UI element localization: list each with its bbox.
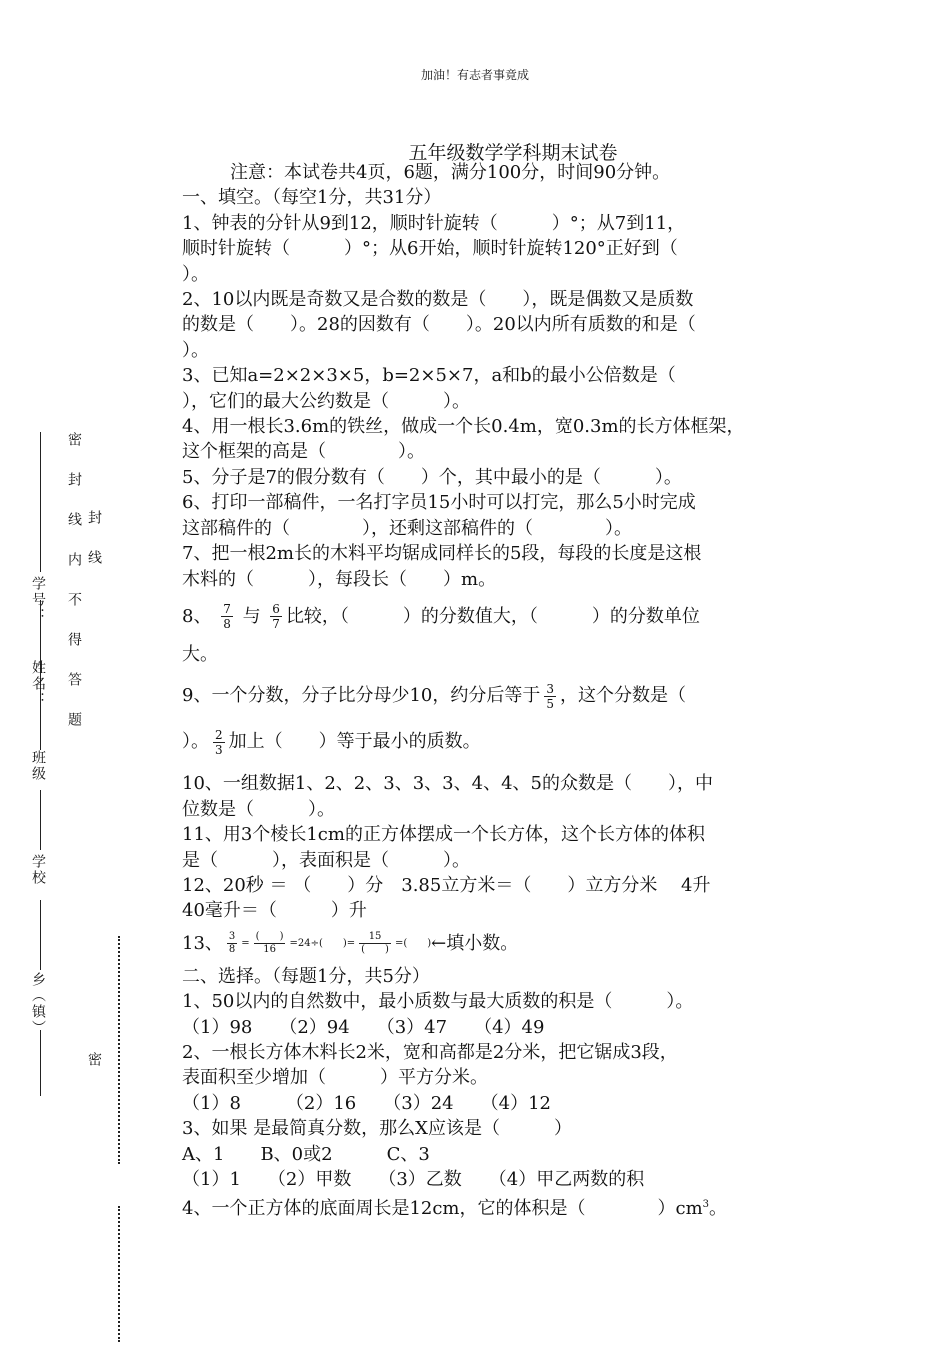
q11-line2: 是（ ），表面积是（ ）。 xyxy=(182,849,470,871)
binding-dotted-line-lower xyxy=(118,1206,120,1342)
q12-line2: 40毫升＝（ ）升 xyxy=(182,900,367,922)
s2-q3-options-a: A、1 B、0或2 C、3 xyxy=(182,1143,430,1165)
header-motto: 加油！有志者事竟成 xyxy=(420,68,529,82)
binding-line-xuexiao-top xyxy=(40,790,41,850)
binding-xingming-label: 姓名： xyxy=(30,660,46,708)
q1-line1: 1、钟表的分针从9到12，顺时针旋转（ ）°；从7到11， xyxy=(182,212,686,234)
binding-mi: 密 xyxy=(86,1052,102,1068)
s2-q1-options: （1）98 （2）94 （3）47 （4）49 xyxy=(182,1016,545,1038)
q8-fraction-a xyxy=(221,602,233,631)
q8-prefix: 8、 xyxy=(182,605,212,627)
binding-line-banji-top xyxy=(40,720,41,750)
q9-fraction-2-num: 2 xyxy=(215,727,223,742)
section2-heading: 二、选择。（每题1分，共5分） xyxy=(182,965,430,987)
q8-fraction-a-num: 7 xyxy=(223,602,231,617)
q13-fraction-a-den: 8 xyxy=(228,944,236,956)
q9-line2-prefix: ）。 xyxy=(182,731,209,753)
q10-line1: 10、一组数据1、2、2、3、3、3、4、4、5的众数是（ ），中 xyxy=(182,773,713,795)
s2-q4-end: 。 xyxy=(709,1198,728,1220)
q8-fraction-b-den: 7 xyxy=(272,617,280,632)
q13-suffix: ←填小数。 xyxy=(431,932,519,954)
q7-line1: 7、把一根2m长的木料平均锯成同样长的5段，每段的长度是这根 xyxy=(182,543,702,565)
exam-content xyxy=(182,160,850,1222)
q13-fraction-c xyxy=(359,931,391,956)
q9-fraction xyxy=(544,682,556,711)
s2-q2-line1: 2、一根长方体木料长2米，宽和高都是2分米，把它锯成3段， xyxy=(182,1041,678,1063)
binding-seal-notice: 密 封 线 内 不 得 答 题 xyxy=(66,432,82,732)
s2-q2-line2: 表面积至少增加（ ）平方分米。 xyxy=(182,1067,488,1089)
binding-line-xiangzhen-top xyxy=(40,900,41,970)
s2-q2-options: （1）8 （2）16 （3）24 （4）12 xyxy=(182,1092,551,1114)
q2-line3: ）。 xyxy=(182,339,209,361)
q9-line2 xyxy=(182,719,850,765)
q9-suffix: ，这个分数是（ xyxy=(560,685,686,707)
q3-line2: ），它们的最大公约数是（ ）。 xyxy=(182,390,470,412)
q12-line1: 12、20秒 ＝ （ ）分 3.85立方米＝（ ）立方分米 4升 xyxy=(182,874,711,896)
s2-q3-options-b: （1）1 （2）甲数 （3）乙数 （4）甲乙两数的积 xyxy=(182,1169,645,1190)
q9-line2-suffix: 加上（ ）等于最小的质数。 xyxy=(228,731,481,753)
q9-fraction-2 xyxy=(213,728,225,757)
binding-xuexiao-label: 学校 xyxy=(30,854,46,886)
q13-line xyxy=(182,924,850,964)
s2-q3: 3、如果 是最简真分数，那么X应该是（ ） xyxy=(182,1118,572,1140)
q13-fraction-c-den: ( ) xyxy=(361,944,389,956)
binding-line-bottom xyxy=(40,1030,41,1096)
q8-mid: 与 xyxy=(242,605,261,627)
q5-line: 5、分子是7的假分数有（ ）个，其中最小的是（ ）。 xyxy=(182,466,682,488)
q4-line2: 这个框架的高是（ ）。 xyxy=(182,441,425,463)
binding-xuehao-label: 学号： xyxy=(30,576,46,624)
q4-line1: 4、用一根长3.6m的铁丝，做成一个长0.4m，宽0.3m的长方体框架， xyxy=(182,416,745,438)
q8-fraction-b-num: 6 xyxy=(272,602,280,617)
binding-banji-label: 班级 xyxy=(30,750,46,782)
section1-heading: 一、填空。（每空1分，共31分） xyxy=(182,187,442,209)
q13-eq1: = xyxy=(241,937,250,949)
q13-eq2: =24÷( )= xyxy=(289,937,356,949)
q9-prefix: 9、一个分数，分子比分母少10，约分后等于 xyxy=(182,685,541,707)
q1-line2: 顺时针旋转（ ）°；从6开始，顺时针旋转120°正好到（ xyxy=(182,238,678,260)
q6-line1: 6、打印一部稿件，一名打字员15小时可以打完，那么5小时完成 xyxy=(182,492,696,514)
q13-eq3: =( ) xyxy=(394,937,432,949)
q8-line1 xyxy=(182,592,850,642)
exam-notice: 注意：本试卷共4页，6题，满分100分，时间90分钟。 xyxy=(230,162,671,183)
q13-prefix: 13、 xyxy=(182,932,223,954)
q8-suffix: 比较，（ ）的分数值大，（ ）的分数单位 xyxy=(285,605,700,627)
q11-line1: 11、用3个棱长1cm的正方体摆成一个长方体，这个长方体的体积 xyxy=(182,824,705,846)
q8-fraction-a-den: 8 xyxy=(223,617,231,632)
s2-q4-text: 4、一个正方体的底面周长是12cm，它的体积是（ ）cm xyxy=(182,1198,703,1220)
q13-fraction-b-den: 16 xyxy=(263,944,276,956)
q2-line2: 的数是（ ）。28的因数有（ ）。20以内所有质数的和是（ xyxy=(182,314,696,336)
q13-fraction-a xyxy=(227,931,237,956)
q13-fraction-b xyxy=(254,931,286,956)
q9-fraction-den: 5 xyxy=(546,696,554,711)
q9-line1 xyxy=(182,673,850,719)
q2-line1: 2、10以内既是奇数又是合数的数是（ ），既是偶数又是质数 xyxy=(182,289,694,311)
binding-seal-small: 封 线 xyxy=(86,510,102,570)
exam-title: 五年级数学学科期末试卷 xyxy=(408,142,618,164)
binding-xiangzhen-label: 乡（镇） xyxy=(30,972,46,1036)
q8-fraction-b xyxy=(270,602,282,631)
q7-line2: 木料的（ ），每段长（ ）m。 xyxy=(182,568,497,590)
s2-q1: 1、50以内的自然数中，最小质数与最大质数的积是（ ）。 xyxy=(182,991,694,1013)
binding-line-xuehao xyxy=(40,432,41,572)
q13-fraction-a-num: 3 xyxy=(228,931,236,943)
q1-line3: ）。 xyxy=(182,263,209,285)
q13-fraction-b-num: ( ) xyxy=(255,931,284,943)
q10-line2: 位数是（ ）。 xyxy=(182,798,335,820)
q8-line2: 大。 xyxy=(182,643,218,665)
binding-dotted-line-upper xyxy=(118,936,120,1164)
q9-fraction-2-den: 3 xyxy=(215,742,223,757)
q6-line2: 这部稿件的（ ），还剩这部稿件的（ ）。 xyxy=(182,517,632,539)
s2-q4 xyxy=(182,1192,850,1221)
q9-fraction-num: 3 xyxy=(546,681,554,696)
s2-q4-sup: 3 xyxy=(702,1199,710,1211)
q3-line1: 3、已知a=2×2×3×5，b=2×5×7，a和b的最小公倍数是（ xyxy=(182,365,676,387)
q13-fraction-c-num: 15 xyxy=(359,931,391,944)
